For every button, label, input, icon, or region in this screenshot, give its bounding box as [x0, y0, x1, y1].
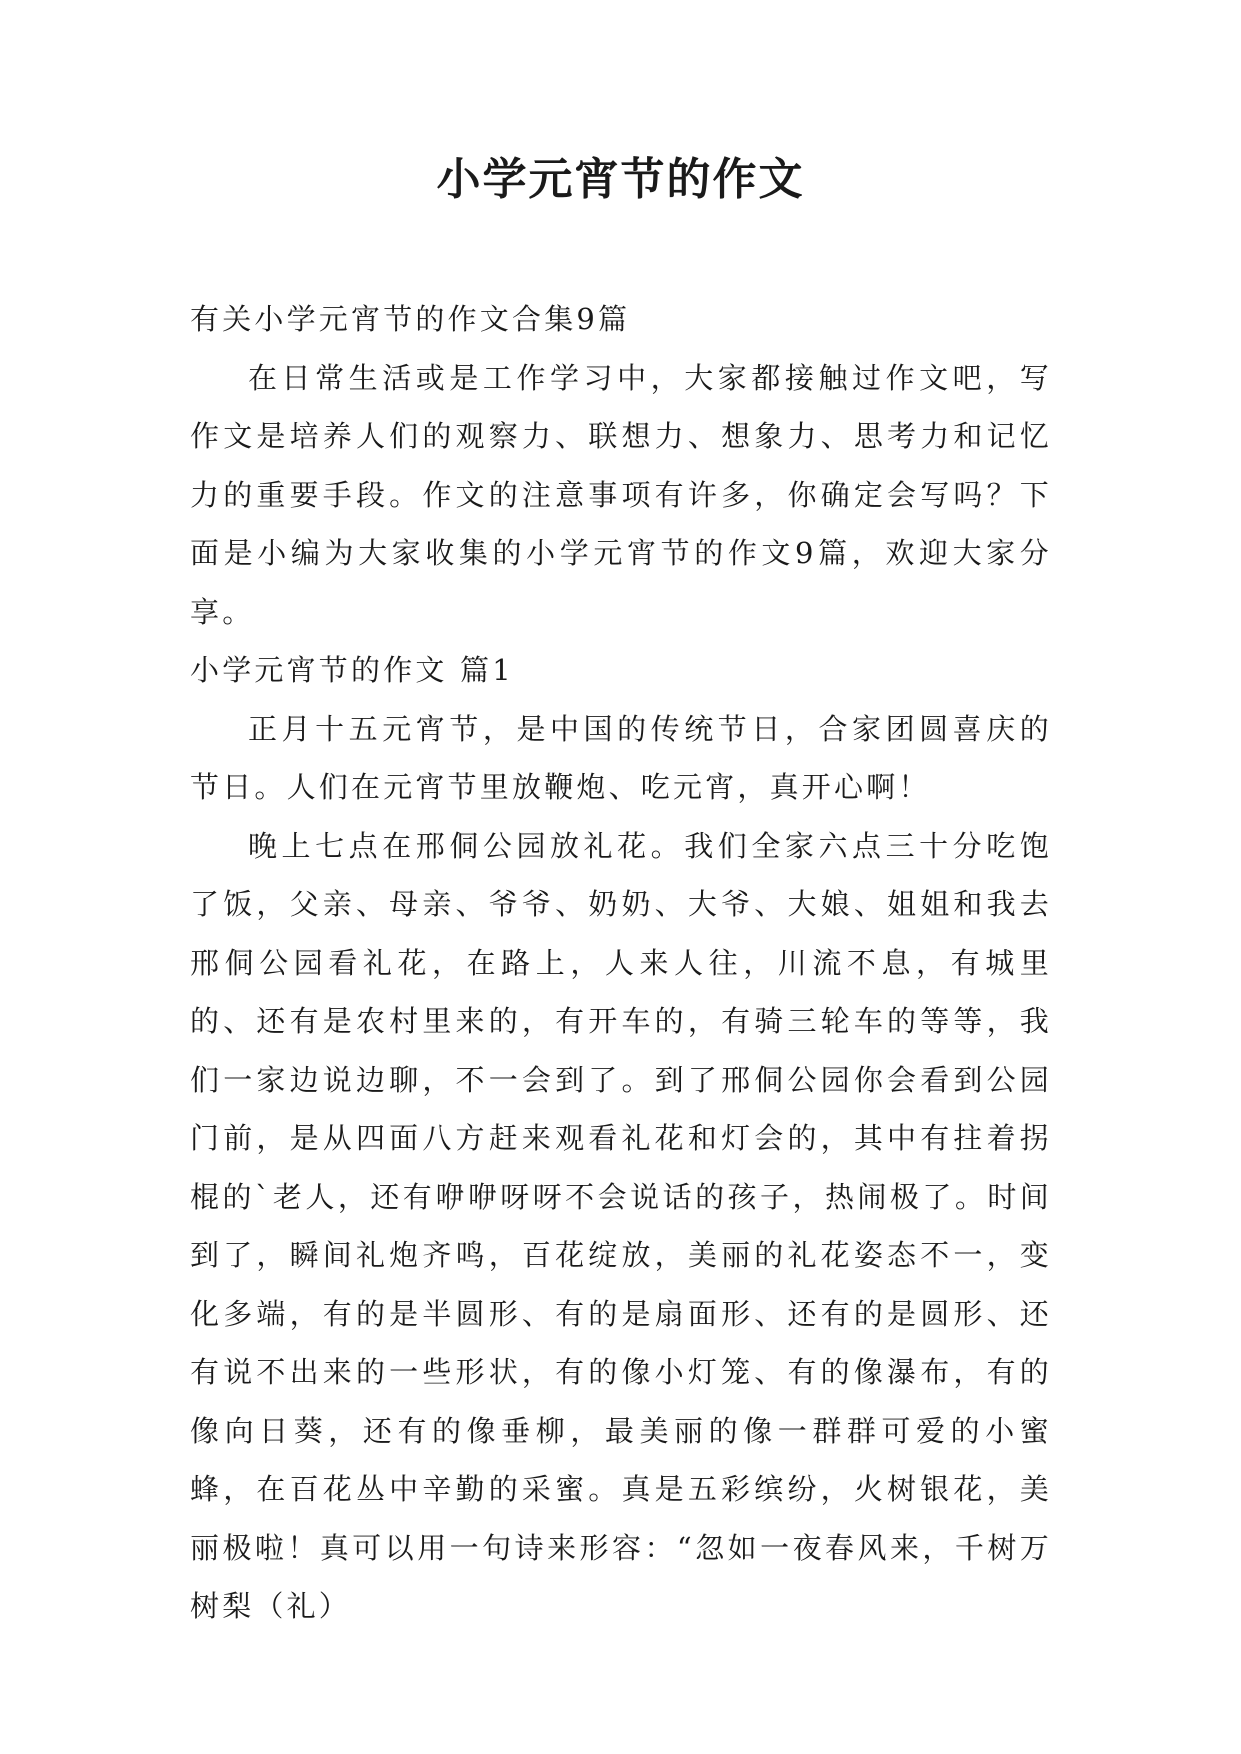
document-body [190, 290, 1052, 1636]
intro-paragraph: 在日常生活或是工作学习中，大家都接触过作文吧，写作文是培养人们的观察力、联想力、想象力、思考力和记忆力的重要手段。作文的注意事项有许多，你确定会写吗？下面是小编为大家收集的小学元宵节的作文9篇，欢迎大家分享。 [190, 360, 1052, 629]
section-paragraph-1: 正月十五元宵节，是中国的传统节日，合家团圆喜庆的节日。人们在元宵节里放鞭炮、吃元宵，真开心啊！ [190, 711, 1052, 804]
document-title: 小学元宵节的作文 [436, 154, 805, 205]
document-subtitle: 有关小学元宵节的作文合集9篇 [190, 302, 631, 336]
section-heading: 小学元宵节的作文 篇1 [190, 653, 514, 687]
section-paragraph-2: 晚上七点在邢侗公园放礼花。我们全家六点三十分吃饱了饭，父亲、母亲、爷爷、奶奶、大爷、大娘、姐姐和我去邢侗公园看礼花，在路上，人来人往，川流不息，有城里的、还有是农村里来的，有开车的，有骑三轮车的等等，我们一家边说边聊，不一会到了。到了邢侗公园你会看到公园门前，是从四面八方赶来观看礼花和灯会的，其中有拄着拐棍的`老人，还有咿咿呀呀不会说话的孩子，热闹极了。时间到了，瞬间礼炮齐鸣，百花绽放，美丽的礼花姿态不一，变化多端，有的是半圆形、有的是扇面形、还有的是圆形、还有说不出来的一些形状，有的像小灯笼、有的像瀑布，有的像向日葵，还有的像垂柳，最美丽的像一群群可爱的小蜜蜂，在百花丛中辛勤的采蜜。真是五彩缤纷，火树银花，美丽极啦！真可以用一句诗来形容：“忽如一夜春风来，千树万树梨（礼） [190, 828, 1052, 1623]
